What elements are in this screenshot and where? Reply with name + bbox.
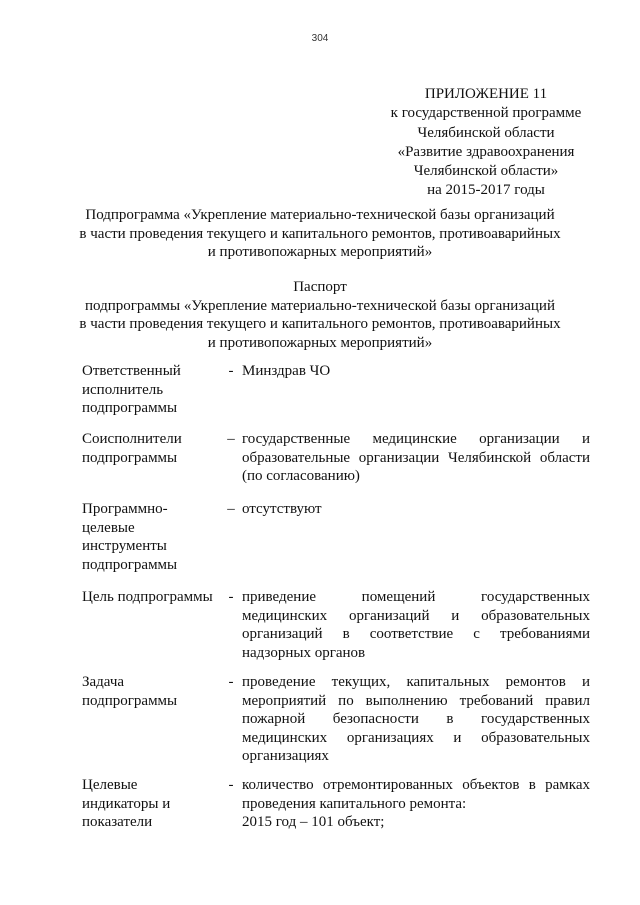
row-label (82, 430, 230, 467)
row-value (242, 588, 590, 662)
row-label-line: подпрограммы (82, 400, 178, 417)
row-value-line: пожарной безопасности в государственных (242, 711, 590, 728)
row-label-line: Ответственный (82, 363, 181, 379)
row-label-line: исполнитель (82, 381, 164, 398)
row-value (242, 776, 590, 832)
row-label-line: инструменты (82, 538, 167, 555)
appendix-header (360, 85, 612, 201)
row-value-line: мероприятий по выполнению требований правил (242, 692, 590, 709)
row-value (242, 362, 590, 381)
subprogram-title (60, 206, 580, 262)
row-dash: - (228, 589, 234, 605)
row-label-line: подпрограммы (82, 556, 178, 573)
row-label (82, 500, 230, 574)
row-label-line: показатели (82, 814, 153, 831)
row-label-line: Цель подпрограммы (82, 589, 213, 605)
row-value-line: проведения капитального ремонта: (242, 795, 467, 812)
appendix-title: ПРИЛОЖЕНИЕ 11 (424, 86, 548, 102)
row-value-line: организаций в соответствие с требованиями (242, 626, 590, 643)
row-label-line: Программно- (82, 501, 168, 517)
subprogram-title-line: Подпрограмма «Укрепление материально-технической базы организаций (85, 207, 555, 223)
row-label-line: целевые (82, 519, 135, 536)
row-label-line: Целевые (82, 777, 138, 793)
appendix-line: к государственной программе (390, 105, 582, 122)
row-label-line: индикаторы и (82, 795, 171, 812)
appendix-line: Челябинской области» (413, 163, 559, 180)
passport-title-line: в части проведения текущего и капитального ремонтов, противоаварийных (79, 316, 561, 332)
row-value-line: отсутствуют (242, 501, 322, 517)
row-label-line: подпрограммы (82, 692, 178, 709)
row-value-line: количество отремонтированных объектов в рамках (242, 777, 590, 793)
passport-title-line: и противопожарных мероприятий» (207, 334, 433, 351)
row-dash: - (228, 674, 234, 690)
row-value-line: организациях (242, 748, 329, 765)
row-value (242, 500, 590, 519)
row-label (82, 362, 230, 418)
row-dash: - (228, 363, 234, 379)
row-value (242, 673, 590, 766)
appendix-line: «Развитие здравоохранения (397, 143, 575, 160)
row-value-line: Минздрав ЧО (242, 363, 331, 379)
row-label (82, 588, 230, 607)
row-value-line: медицинских организаций и образовательных (242, 607, 590, 624)
row-value-line: государственные медицинские организации и (242, 431, 590, 447)
row-value-line: проведение текущих, капитальных ремонтов и (242, 674, 590, 690)
row-dash: – (227, 431, 235, 447)
row-label (82, 673, 230, 710)
row-value-line: приведение помещений государственных (242, 589, 590, 605)
passport-title (60, 278, 580, 352)
row-value (242, 430, 590, 486)
row-label-line: подпрограммы (82, 449, 178, 466)
passport-heading: Паспорт (293, 279, 347, 295)
appendix-line: на 2015-2017 годы (427, 182, 545, 199)
row-label-line: Соисполнители (82, 431, 182, 447)
row-dash: - (228, 777, 234, 793)
row-value-line: 2015 год – 101 объект; (242, 814, 385, 831)
row-value-line: медицинских организациях и образовательных (242, 729, 590, 746)
row-value-line: образовательные организации Челябинской области (242, 449, 590, 466)
passport-title-line: подпрограммы «Укрепление материально-технической базы организаций (85, 297, 555, 314)
appendix-line: Челябинской области (417, 124, 555, 141)
row-label (82, 776, 230, 832)
row-value-line: (по согласованию) (242, 468, 360, 485)
page-number: 304 (311, 33, 329, 44)
subprogram-title-line: в части проведения текущего и капитального ремонтов, противоаварийных (79, 225, 561, 242)
row-label-line: Задача (82, 674, 125, 690)
row-dash: – (227, 501, 235, 517)
row-value-line: надзорных органов (242, 644, 366, 661)
subprogram-title-line: и противопожарных мероприятий» (207, 244, 433, 260)
